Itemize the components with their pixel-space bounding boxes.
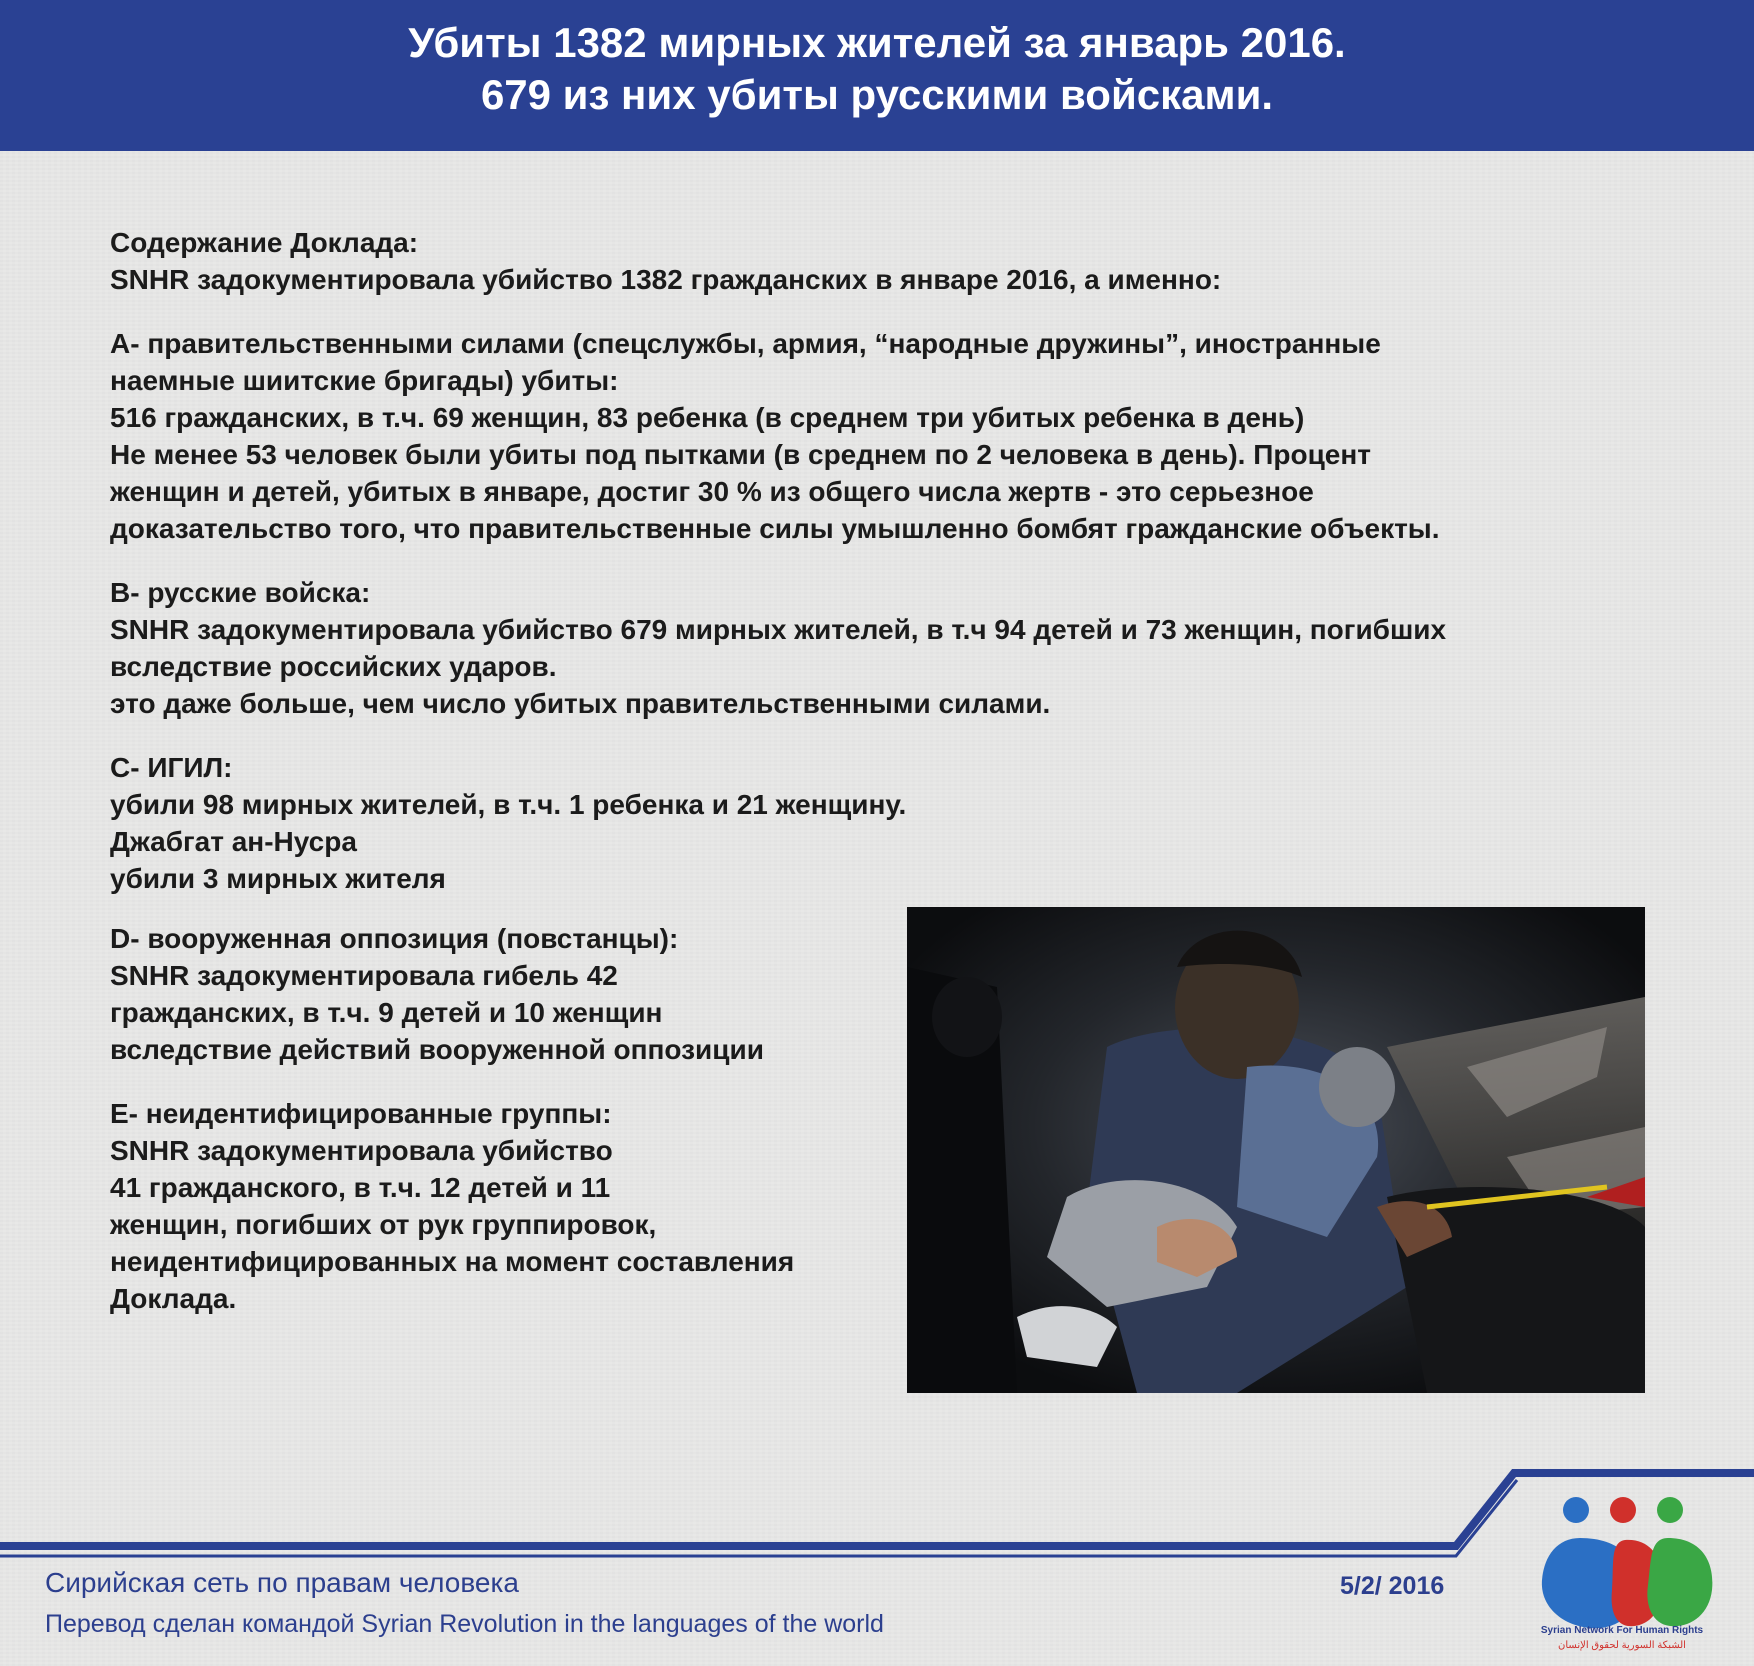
- section-d-line: D- вооруженная оппозиция (повстанцы):: [110, 923, 679, 954]
- section-a-line: А- правительственными силами (спецслужбы, армия, “народные дружины”, иностранные: [110, 328, 1381, 359]
- translation-credit: Перевод сделан командой Syrian Revolution in the languages of the world: [45, 1610, 884, 1638]
- section-e-line: неидентифицированных на момент составления: [110, 1246, 795, 1277]
- title-line-2: 679 из них убиты русскими войсками.: [480, 71, 1274, 118]
- logo-text-arabic: الشبكة السورية لحقوق الإنسان: [1558, 1640, 1686, 1651]
- section-d-line: вследствие действий вооруженной оппозиции: [110, 1034, 764, 1065]
- org-name: Сирийская сеть по правам человека: [45, 1567, 519, 1598]
- section-c-line: С- ИГИЛ:: [110, 752, 233, 783]
- section-b-line: В- русские войска:: [110, 577, 371, 608]
- section-e-line: Доклада.: [110, 1283, 237, 1314]
- section-e-line: 41 гражданского, в т.ч. 12 детей и 11: [110, 1172, 611, 1203]
- intro-line: Содержание Доклада:: [110, 227, 419, 258]
- section-a-line: 516 гражданских, в т.ч. 69 женщин, 83 ребенка (в среднем три убитых ребенка в день): [110, 402, 1305, 433]
- title-line-1: Убиты 1382 мирных жителей за январь 2016.: [408, 19, 1346, 66]
- section-a-line: наемные шиитские бригады) убиты:: [110, 365, 619, 396]
- section-b-line: вследствие российских ударов.: [110, 651, 557, 682]
- section-e-line: E- неидентифицированные группы:: [110, 1098, 612, 1129]
- section-d-line: SNHR задокументировала гибель 42: [110, 960, 618, 991]
- section-a-line: Не менее 53 человек были убиты под пытками (в среднем по 2 человека в день). Процент: [110, 439, 1371, 470]
- section-e-line: SNHR задокументировала убийство: [110, 1135, 613, 1166]
- section-a-line: доказательство того, что правительственные силы умышленно бомбят гражданские объекты.: [110, 513, 1440, 544]
- logo-text-english: Syrian Network For Human Rights: [1540, 1625, 1704, 1636]
- section-d-line: гражданских, в т.ч. 9 детей и 10 женщин: [110, 997, 663, 1028]
- section-a-line: женщин и детей, убитых в январе, достиг 30 % из общего числа жертв - это серьезное: [110, 476, 1314, 507]
- section-c-line: убили 3 мирных жителя: [110, 863, 446, 894]
- section-c-line: Джабгат ан-Нусра: [110, 826, 357, 857]
- section-b-line: это даже больше, чем число убитых правительственными силами.: [110, 688, 1051, 719]
- intro-line: SNHR задокументировала убийство 1382 гражданских в январе 2016, а именно:: [110, 264, 1222, 295]
- report-date: 5/2/ 2016: [1340, 1572, 1445, 1600]
- section-b-line: SNHR задокументировала убийство 679 мирных жителей, в т.ч 94 детей и 73 женщин, погибших: [110, 614, 1447, 645]
- section-c-line: убили 98 мирных жителей, в т.ч. 1 ребенка и 21 женщину.: [110, 789, 907, 820]
- section-e-line: женщин, погибших от рук группировок,: [110, 1209, 657, 1240]
